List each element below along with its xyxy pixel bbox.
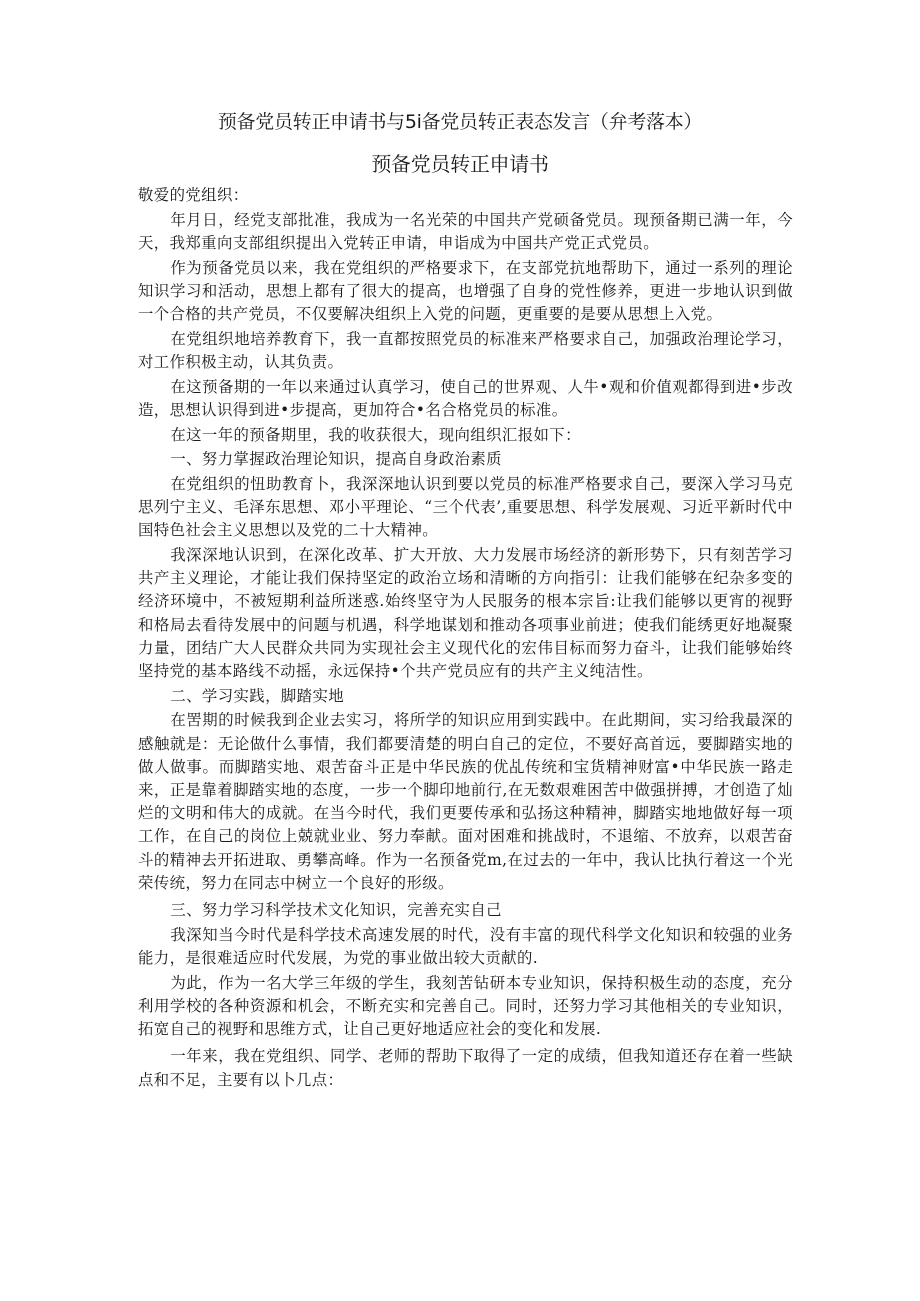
- paragraph: 在这一年的预备期里，我的收获很大，现向组织汇报如下：: [170, 425, 581, 444]
- document-body: [138, 184, 793, 1093]
- salutation: 敬爱的党组织：: [138, 186, 249, 204]
- section-heading: 三、努力学习科学技术文化知识，完善充实自己: [170, 901, 502, 920]
- paragraph: 在党组织地培养教育下，我一直都按照党员的标准来严格要求自己，加强政治理论学习，对工作积极主动，认其负责。: [138, 329, 793, 371]
- paragraph: 为此，作为一名大学三年级的学生，我刻苦钻研本专业知识，保持积极生动的态度，充分利用学校的各种资源和机会，不断充实和完善自己。同时，还努力学习其他相关的专业知识，拓宽自己的视野和思维方式，让自己更好地适应社会的变化和发展.: [138, 973, 793, 1039]
- paragraph: 在罟期的时候我到企业去实习，将所学的知识应用到实践中。在此期间，实习给我最深的感触就是：无论做什么事情，我们都要清楚的明白自己的定位，不要好高首远，要脚踏实地的做人做事。而脚踏实地、艰苦奋斗正是中华民族的优乩传统和宝货精神财富•中华民族一路走来，正是靠着脚踏实地的态度，一步一个脚印地前行,在无数艰难困苦中做强拼搏，才创造了灿烂的文明和伟大的成就。在当今时代，我们更要传承和弘扬这种精神，脚踏实地地做好每一项工作，在自己的岗位上兢就业业、努力奉献。面对困难和挑战时，不退缩、不放弃，以艰苦奋斗的精神去开拓进取、勇攀高峰。作为一名预备党m,在过去的一年中，我认比执行着这一个光荣传统，努力在同志中树立一个良好的形级。: [138, 711, 793, 892]
- paragraph: 在这预备期的一年以来通过认真学习，使自己的世界观、人牛•观和价值观都得到进•步改造，思想认识得到进•步提高，更加符合•名合格党员的标准。: [138, 377, 793, 419]
- paragraph: 我深深地认识到，在深化改革、扩大开放、大力发展市场经济的新形势下，只有刻苦学习共产主义理论，才能让我们保持坚定的政治立场和清晰的方向指引：让我们能够在纪杂多变的经济环境中，不被短期利益所迷惑.始终坚守为人民服务的根本宗旨:让我们能够以更宵的视野和格局去看待发展中的问题与机遇，科学地谋划和推动各项事业前进；使我们能绣更好地凝聚力量，团结广大人民群众共同为实现社会主义现代化的宏伟目标而努力奋斗，让我们能够始终坚持党的基本路线不动摇，永远保持•个共产党员应有的共产主义纯洁性。: [138, 546, 793, 681]
- paragraph: 在党组织的忸助教育卜，我深深地认识到要以党员的标准严格要求自己，要深入学习马克思列宁主义、毛泽东思想、邓小平理论、“三个代表’,重要思想、科学发展观、习近平新时代中国特色社会主义思想以及党的二十大精神。: [138, 474, 793, 540]
- paragraph: 一年来，我在党组织、同学、老师的帮助下取得了一定的成绩，但我知道还存在着一些缺点和不足，主要有以卜几点：: [138, 1047, 793, 1089]
- document-sub-title: 预备党员转正申请书: [371, 152, 549, 176]
- section-heading: 二、学习实践，脚踏实地: [170, 686, 345, 705]
- paragraph: 我深知当今时代是科学技术高速发展的时代，没有丰富的现代科学文化知识和较强的业务能力，是很难适应时代发展，为党的事业做出较大贡献的.: [138, 925, 793, 967]
- section-heading: 一、努力掌握政治理论知识，提高自身政治素质: [170, 450, 502, 469]
- document-main-title: 预备党员转正申请书与5i备党员转正表态发言（弁考落本）: [217, 111, 703, 133]
- paragraph: 年月日，经党支部批准，我成为一名光荣的中国共产党硕备党员。现预备期已满一年，今天，我郑重向支部组织提出入党转正申请，申诣成为中国共产党正式党员。: [138, 210, 793, 252]
- paragraph: 作为预备党员以来，我在党组织的严格要求下，在支部党抗地帮助下，通过一系列的理论知识学习和活动，思想上都有了很大的提高，也增强了自身的党性修养，更进一步地认识到做一个合格的共产党员，不仅要解决组织上入党的问题，更重要的是要从思想上入党。: [138, 258, 793, 324]
